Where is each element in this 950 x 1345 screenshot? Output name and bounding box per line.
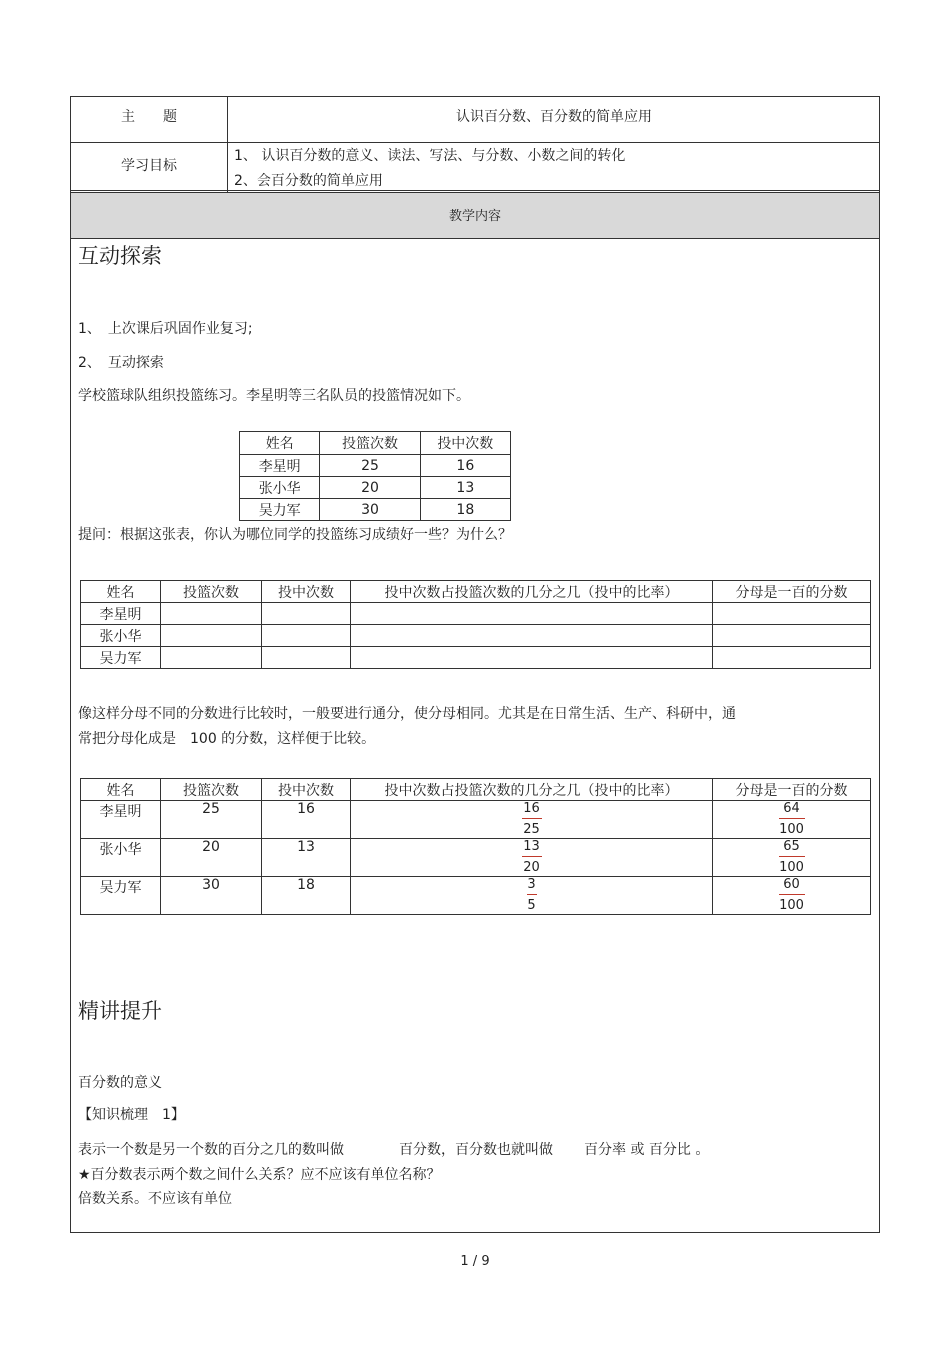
table-header: 投篮次数 [161,581,262,603]
divider [70,192,880,193]
topic-label: 主 题 [121,109,177,125]
numerator: 13 [523,839,540,854]
table-cell: 张小华 [81,839,161,877]
numerator: 65 [783,839,800,854]
table-header: 姓名 [240,432,320,455]
question-text: 提问：根据这张表，你认为哪位同学的投篮练习成绩好一些？为什么？ [78,527,512,543]
fraction [713,801,870,837]
fraction [351,801,712,837]
question-text: ★百分数表示两个数之间什么关系？应不应该有单位名称？ [78,1167,441,1183]
table-cell: 30 [320,499,420,521]
numerator: 3 [527,877,536,892]
goal-line-2: 2、会百分数的简单应用 [234,173,383,189]
content-label: 教学内容 [448,209,501,224]
table-header: 投中次数占投篮次数的几分之几（投中的比率） [351,581,713,603]
table-cell [351,839,713,877]
paragraph-line: 像这样分母不同的分数进行比较时，一般要进行通分，使分母相同。尤其是在日常生活、生产、科研中，通 [78,706,736,722]
section-heading: 互动探索 [78,244,162,268]
intro-text: 学校篮球队组织投篮练习。李星明等三名队员的投篮情况如下。 [78,388,470,404]
knowledge-tag: 【知识梳理 1】 [78,1107,185,1123]
table-cell [161,647,262,669]
fraction [713,839,870,875]
definition-part: 百分率 或 百分比 。 [584,1142,710,1158]
page-number: 1 / 9 [460,1254,490,1269]
fraction [351,839,712,875]
table-cell: 16 [420,455,510,477]
denominator: 100 [779,822,804,837]
table-cell [262,647,351,669]
table-cell: 25 [320,455,420,477]
table-cell: 18 [262,877,351,915]
table-cell [713,877,871,915]
table-cell: 张小华 [240,477,320,499]
table-cell [713,625,871,647]
numerator: 60 [783,877,800,892]
table-cell [351,647,713,669]
numerator: 16 [523,801,540,816]
table-cell [351,877,713,915]
goal-line-1: 1、 认识百分数的意义、读法、写法、与分数、小数之间的转化 [234,148,626,164]
shot-table [239,431,511,521]
fraction-bar [779,818,805,819]
table-header: 分母是一百的分数 [713,581,871,603]
table-cell [713,603,871,625]
table-cell [351,801,713,839]
table-header: 投中次数 [420,432,510,455]
table-cell: 吴力军 [240,499,320,521]
table-header: 姓名 [81,779,161,801]
table-cell: 30 [161,877,262,915]
fraction [713,877,870,913]
table-cell: 张小华 [81,625,161,647]
denominator: 100 [779,898,804,913]
table-cell [262,625,351,647]
table-cell: 20 [161,839,262,877]
definition-part: 百分数，百分数也就叫做 [399,1142,553,1158]
fraction-bar [527,894,537,895]
fraction-bar [522,818,542,819]
subheading: 百分数的意义 [78,1075,162,1091]
topic-value: 认识百分数、百分数的简单应用 [456,109,652,125]
table-cell: 25 [161,801,262,839]
fraction-bar [779,894,805,895]
table-cell [351,603,713,625]
table-header: 投篮次数 [320,432,420,455]
ratio-table-empty [80,580,871,669]
divider [70,190,880,191]
denominator: 5 [527,898,536,913]
table-header: 投中次数占投篮次数的几分之几（投中的比率） [351,779,713,801]
table-cell [161,625,262,647]
divider [70,142,880,143]
table-cell [262,603,351,625]
table-cell: 吴力军 [81,647,161,669]
table-header: 投中次数 [262,581,351,603]
table-header: 姓名 [81,581,161,603]
list-item: 2、 互动探索 [78,355,164,371]
table-cell: 18 [420,499,510,521]
table-cell: 20 [320,477,420,499]
paragraph-line: 常把分母化成是 100 的分数，这样便于比较。 [78,731,376,747]
table-cell [351,625,713,647]
table-cell [713,801,871,839]
fraction-bar [779,856,805,857]
divider [70,238,880,239]
answer-text: 倍数关系。不应该有单位 [78,1191,232,1207]
ratio-table [80,778,871,915]
table-cell [713,839,871,877]
section-heading: 精讲提升 [78,999,162,1023]
table-header: 投篮次数 [161,779,262,801]
list-item: 1、 上次课后巩固作业复习; [78,321,253,337]
table-header: 投中次数 [262,779,351,801]
fraction [351,877,712,913]
denominator: 25 [523,822,540,837]
table-cell: 13 [262,839,351,877]
denominator: 20 [523,860,540,875]
table-cell [161,603,262,625]
table-cell: 13 [420,477,510,499]
fraction-bar [522,856,542,857]
table-cell: 李星明 [81,603,161,625]
table-cell: 李星明 [240,455,320,477]
table-cell [713,647,871,669]
denominator: 100 [779,860,804,875]
definition-part: 表示一个数是另一个数的百分之几的数叫做 [78,1142,344,1158]
table-cell: 李星明 [81,801,161,839]
numerator: 64 [783,801,800,816]
table-header: 分母是一百的分数 [713,779,871,801]
table-cell: 吴力军 [81,877,161,915]
table-cell: 16 [262,801,351,839]
goal-label: 学习目标 [121,158,177,174]
